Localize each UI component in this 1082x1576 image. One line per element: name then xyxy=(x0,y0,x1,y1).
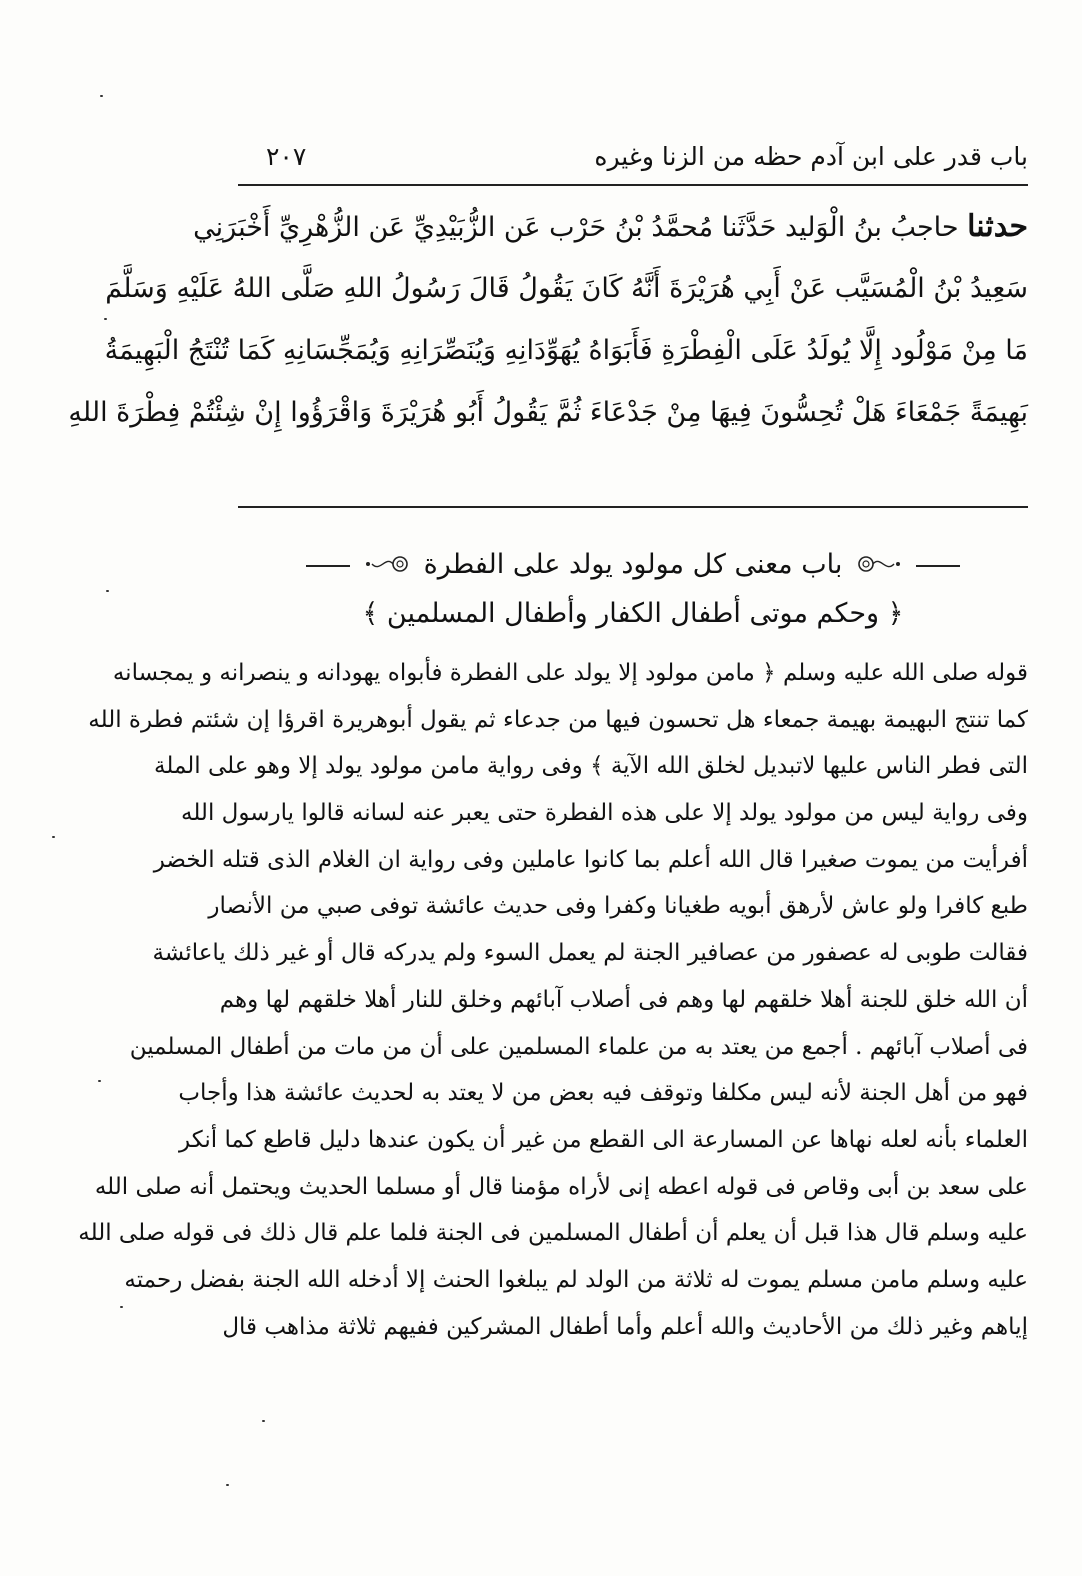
heading-dash xyxy=(916,565,960,567)
running-header xyxy=(238,138,1028,178)
chapter-subtitle: ﴿ وحكم موتى أطفال الكفار وأطفال المسلمين ﴾ xyxy=(362,598,904,629)
hadith-line-text: حاجبُ بنُ الْوَليد حَدَّثَنا مُحمَّدُ بْنُ حَرْب عَن الزُّبَيْدِيِّ عَن الزُّهْرِيِّ أَخْبَرَنِي xyxy=(193,212,959,243)
commentary-text xyxy=(78,650,1028,1350)
hadith-text xyxy=(68,196,1028,444)
commentary-line: وفى رواية ليس من مولود يولد إلا على هذه الفطرة حتى يعبر عنه لسانه قالوا يارسول الله xyxy=(180,800,1028,827)
hadith-line: مَا مِنْ مَوْلُود إِلَّا يُولَدُ عَلَى الْفِطْرَةِ فَأَبَوَاهُ يُهَوِّدَانِهِ وَيُنَصِّرَانِهِ وَيُمَجِّسَانِهِ كَمَا تُنْتَجُ الْبَهِيمَةُ xyxy=(104,335,1028,366)
hadith-line xyxy=(193,196,1028,258)
header-rule xyxy=(238,184,1028,186)
commentary-line: فهو من أهل الجنة لأنه ليس مكلفا وتوقف فيه بعض من لا يعتد به لحديث عائشة هذا وأجاب xyxy=(178,1080,1028,1107)
commentary-line: على سعد بن أبى وقاص فى قوله اعطه إنى لأراه مؤمنا قال أو مسلما الحديث ويحتمل أنه صلى الله xyxy=(94,1173,1028,1200)
commentary-line: قوله صلى الله عليه وسلم ﴿ مامن مولود إلا يولد على الفطرة فأبواه يهودانه و ينصرانه و يمجسانه xyxy=(112,660,1028,686)
margin-speck xyxy=(226,1484,229,1486)
commentary-line: أفرأيت من يموت صغيرا قال الله أعلم بما كانوا عاملين وفى رواية ان الغلام الذى قتله الخضر xyxy=(153,846,1028,873)
hadith-line: سَعِيدُ بْنُ الْمُسَيَّب عَنْ أَبِي هُرَيْرَةَ أَنَّهُ كَانَ يَقُولُ قَالَ رَسُولُ اللهِ صَلَّى اللهُ عَلَيْهِ وَسَلَّمَ xyxy=(105,273,1028,304)
commentary-line: العلماء بأنه لعله نهاها عن المسارعة الى القطع من غير أن يكون عندها دليل قاطع كما أنكر xyxy=(179,1126,1028,1153)
commentary-line: التى فطر الناس عليها لاتبديل لخلق الله الآية ﴾ وفى رواية مامن مولود يولد إلا وهو على الملة xyxy=(154,753,1028,780)
margin-speck xyxy=(98,1080,101,1082)
margin-speck xyxy=(262,1420,265,1422)
commentary-line: طبع كافرا ولو عاش لأرهق أبويه طغيانا وكفرا وفى حديث عائشة توفى صبي من الأنصار xyxy=(208,893,1028,920)
chapter-heading xyxy=(238,538,1028,638)
hadith-rule xyxy=(238,506,1028,508)
hadith-lead-word: حدثنا xyxy=(967,209,1028,244)
heading-dash xyxy=(306,565,350,567)
margin-speck xyxy=(52,836,55,838)
margin-speck xyxy=(120,1306,123,1308)
margin-speck xyxy=(100,95,103,97)
margin-speck xyxy=(106,590,109,592)
commentary-line: إياهم وغير ذلك من الأحاديث والله أعلم وأما أطفال المشركين ففيهم ثلاثة مذاهب قال xyxy=(222,1313,1028,1340)
ornament-icon xyxy=(362,551,412,577)
commentary-line: فقالت طوبى له عصفور من عصافير الجنة لم يعمل السوء ولم يدركه قال أو غير ذلك ياعائشة xyxy=(152,940,1028,967)
chapter-title-row xyxy=(238,538,1028,590)
header-title: باب قدر على ابن آدم حظه من الزنا وغيره xyxy=(594,142,1028,171)
commentary-line: كما تنتج البهيمة بهيمة جمعاء هل تحسون فيها من جدعاء ثم يقول أبوهريرة اقرؤا إن شئتم فطرة الله xyxy=(88,706,1028,733)
hadith-line: بَهِيمَةً جَمْعَاءَ هَلْ تُحِسُّونَ فِيهَا مِنْ جَدْعَاءَ ثُمَّ يَقُولُ أَبُو هُرَيْرَةَ وَاقْرَؤُوا إِنْ شِئْتُمْ فِطْرَةَ اللهِ xyxy=(68,397,1028,428)
commentary-line: أن الله خلق للجنة أهلا خلقهم لها وهم فى أصلاب آبائهم وخلق للنار أهلا خلقهم لها وهم xyxy=(219,986,1028,1013)
page-number: ٢٠٧ xyxy=(266,142,307,171)
ornament-icon xyxy=(854,551,904,577)
commentary-line: عليه وسلم قال هذا قبل أن يعلم أن أطفال المسلمين فى الجنة فلما علم قال ذلك فى قوله صلى الله xyxy=(78,1220,1028,1247)
chapter-title: باب معنى كل مولود يولد على الفطرة xyxy=(423,548,843,580)
commentary-line: فى أصلاب آبائهم . أجمع من يعتد به من علماء المسلمين على أن من مات من أطفال المسلمين xyxy=(129,1033,1028,1060)
commentary-line: عليه وسلم مامن مسلم يموت له ثلاثة من الولد لم يبلغوا الحنث إلا أدخله الله الجنة بفضل رحمته xyxy=(124,1266,1028,1293)
